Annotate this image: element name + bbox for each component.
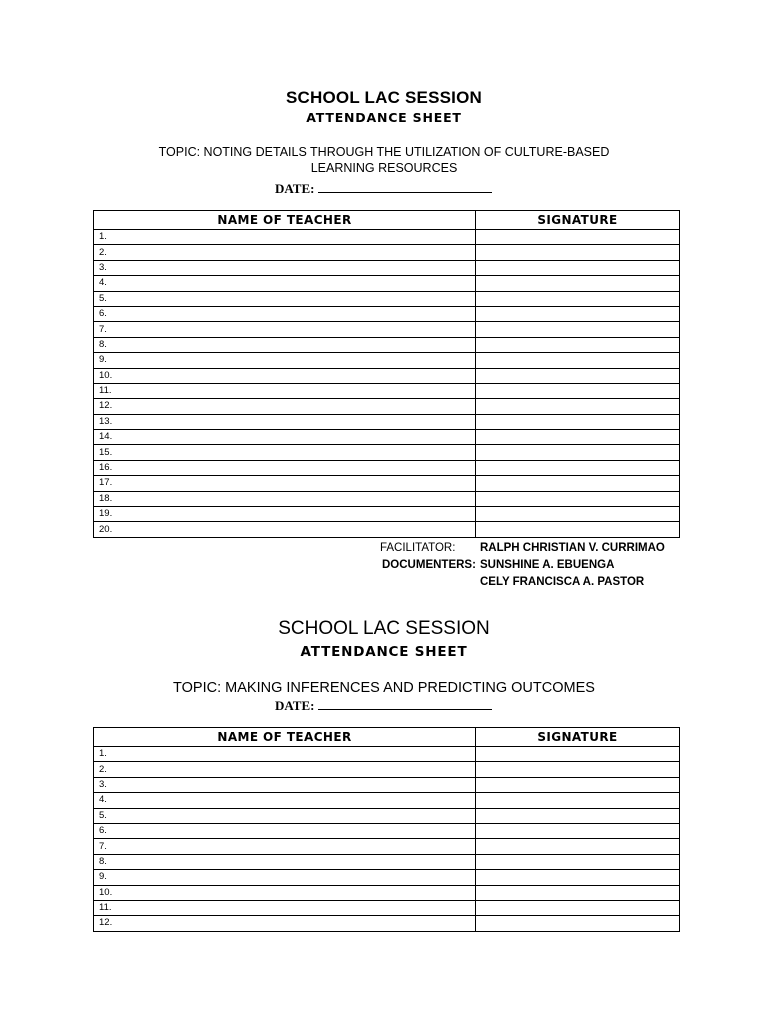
- table-row: [94, 491, 680, 506]
- signature-cell[interactable]: [476, 306, 680, 321]
- documenter-2-name: CELY FRANCISCA A. PASTOR: [480, 576, 645, 588]
- table-row: [94, 885, 680, 900]
- sheet2-attendance-table: [93, 727, 680, 932]
- table-row: [94, 793, 680, 808]
- table-row: [94, 383, 680, 398]
- sheet1-date-label: DATE:: [275, 181, 315, 196]
- signature-cell[interactable]: [476, 762, 680, 777]
- teacher-name-cell[interactable]: 6.: [94, 306, 476, 321]
- table-row: [94, 414, 680, 429]
- sheet1-date-blank[interactable]: [318, 182, 492, 193]
- sheet1-signoff: [380, 540, 680, 591]
- sheet1-subtitle: ATTENDANCE SHEET: [306, 110, 462, 125]
- table-row: [94, 839, 680, 854]
- signature-cell[interactable]: [476, 793, 680, 808]
- sheet1-topic-line1: TOPIC: NOTING DETAILS THROUGH THE UTILIZATION OF CULTURE-BASED: [158, 145, 610, 159]
- documenter-1-name: SUNSHINE A. EBUENGA: [480, 559, 615, 571]
- teacher-name-cell[interactable]: 19.: [94, 507, 476, 522]
- signature-cell[interactable]: [476, 476, 680, 491]
- table-row: [94, 507, 680, 522]
- teacher-name-cell[interactable]: 4.: [94, 276, 476, 291]
- table-row: [94, 870, 680, 885]
- signature-cell[interactable]: [476, 522, 680, 537]
- teacher-name-cell[interactable]: 9.: [94, 870, 476, 885]
- signature-cell[interactable]: [476, 430, 680, 445]
- signature-cell[interactable]: [476, 276, 680, 291]
- signature-cell[interactable]: [476, 230, 680, 245]
- table-row: [94, 291, 680, 306]
- table-row: [94, 808, 680, 823]
- signature-cell[interactable]: [476, 383, 680, 398]
- signature-cell[interactable]: [476, 399, 680, 414]
- table-header-row: [94, 211, 680, 230]
- sheet1-topic: [0, 144, 768, 176]
- teacher-name-cell[interactable]: 8.: [94, 337, 476, 352]
- teacher-name-cell[interactable]: 1.: [94, 230, 476, 245]
- table-row: [94, 762, 680, 777]
- table-row: [94, 900, 680, 915]
- signature-cell[interactable]: [476, 870, 680, 885]
- signature-cell[interactable]: [476, 507, 680, 522]
- signature-cell[interactable]: [476, 353, 680, 368]
- table-row: [94, 747, 680, 762]
- teacher-name-cell[interactable]: 2.: [94, 762, 476, 777]
- table-row: [94, 522, 680, 537]
- signature-cell[interactable]: [476, 808, 680, 823]
- sheet1-attendance-table: [93, 210, 680, 538]
- facilitator-name: RALPH CHRISTIAN V. CURRIMAO: [480, 542, 665, 554]
- table-row: [94, 337, 680, 352]
- signature-cell[interactable]: [476, 885, 680, 900]
- teacher-name-cell[interactable]: 14.: [94, 430, 476, 445]
- table-row: [94, 777, 680, 792]
- teacher-name-cell[interactable]: 6.: [94, 823, 476, 838]
- signature-header: SIGNATURE: [476, 211, 680, 230]
- table-row: [94, 476, 680, 491]
- table-row: [94, 276, 680, 291]
- signature-cell[interactable]: [476, 414, 680, 429]
- sheet1-date: [275, 181, 492, 197]
- table-row: [94, 230, 680, 245]
- table-row: [94, 399, 680, 414]
- signature-cell[interactable]: [476, 916, 680, 931]
- sheet2-date: [275, 698, 492, 714]
- teacher-name-cell[interactable]: 4.: [94, 793, 476, 808]
- table-header-row: [94, 728, 680, 747]
- teacher-name-cell[interactable]: 18.: [94, 491, 476, 506]
- table-row: [94, 445, 680, 460]
- signature-cell[interactable]: [476, 460, 680, 475]
- facilitator-label: FACILITATOR:: [380, 542, 456, 554]
- signature-cell[interactable]: [476, 491, 680, 506]
- teacher-name-cell[interactable]: 11.: [94, 383, 476, 398]
- signature-cell[interactable]: [476, 291, 680, 306]
- teacher-name-cell[interactable]: 7.: [94, 839, 476, 854]
- sheet1-topic-line2: LEARNING RESOURCES: [310, 161, 458, 175]
- teacher-name-cell[interactable]: 3.: [94, 260, 476, 275]
- teacher-name-cell[interactable]: 15.: [94, 445, 476, 460]
- table-row: [94, 430, 680, 445]
- signature-cell[interactable]: [476, 747, 680, 762]
- teacher-name-cell[interactable]: 20.: [94, 522, 476, 537]
- teacher-name-cell[interactable]: 12.: [94, 399, 476, 414]
- table-row: [94, 260, 680, 275]
- teacher-name-cell[interactable]: 13.: [94, 414, 476, 429]
- teacher-name-cell[interactable]: 1.: [94, 747, 476, 762]
- table-row: [94, 368, 680, 383]
- teacher-name-cell[interactable]: 16.: [94, 460, 476, 475]
- sheet2-subtitle: ATTENDANCE SHEET: [300, 644, 468, 660]
- teacher-name-cell[interactable]: 10.: [94, 885, 476, 900]
- table-row: [94, 306, 680, 321]
- teacher-name-cell[interactable]: 3.: [94, 777, 476, 792]
- table-row: [94, 916, 680, 931]
- teacher-name-cell[interactable]: 5.: [94, 291, 476, 306]
- signature-cell[interactable]: [476, 445, 680, 460]
- signature-cell[interactable]: [476, 368, 680, 383]
- sheet2-date-label: DATE:: [275, 698, 315, 713]
- teacher-name-cell[interactable]: 10.: [94, 368, 476, 383]
- name-of-teacher-header: NAME OF TEACHER: [94, 728, 476, 747]
- documenters-label: DOCUMENTERS:: [382, 559, 476, 571]
- signature-cell[interactable]: [476, 337, 680, 352]
- signature-header: SIGNATURE: [476, 728, 680, 747]
- signature-cell[interactable]: [476, 777, 680, 792]
- table-row: [94, 322, 680, 337]
- signature-cell[interactable]: [476, 823, 680, 838]
- teacher-name-cell[interactable]: 11.: [94, 900, 476, 915]
- teacher-name-cell[interactable]: 9.: [94, 353, 476, 368]
- signature-cell[interactable]: [476, 260, 680, 275]
- teacher-name-cell[interactable]: 8.: [94, 854, 476, 869]
- signature-cell[interactable]: [476, 245, 680, 260]
- sheet2-title: SCHOOL LAC SESSION: [278, 618, 490, 639]
- table-row: [94, 854, 680, 869]
- signature-cell[interactable]: [476, 322, 680, 337]
- sheet1-title: SCHOOL LAC SESSION: [286, 88, 482, 107]
- table-row: [94, 823, 680, 838]
- sheet2-date-blank[interactable]: [318, 699, 492, 710]
- signature-cell[interactable]: [476, 900, 680, 915]
- teacher-name-cell[interactable]: 5.: [94, 808, 476, 823]
- teacher-name-cell[interactable]: 12.: [94, 916, 476, 931]
- teacher-name-cell[interactable]: 7.: [94, 322, 476, 337]
- table-row: [94, 245, 680, 260]
- sheet2-topic: TOPIC: MAKING INFERENCES AND PREDICTING OUTCOMES: [173, 680, 595, 696]
- signature-cell[interactable]: [476, 854, 680, 869]
- table-row: [94, 460, 680, 475]
- teacher-name-cell[interactable]: 17.: [94, 476, 476, 491]
- signature-cell[interactable]: [476, 839, 680, 854]
- teacher-name-cell[interactable]: 2.: [94, 245, 476, 260]
- name-of-teacher-header: NAME OF TEACHER: [94, 211, 476, 230]
- table-row: [94, 353, 680, 368]
